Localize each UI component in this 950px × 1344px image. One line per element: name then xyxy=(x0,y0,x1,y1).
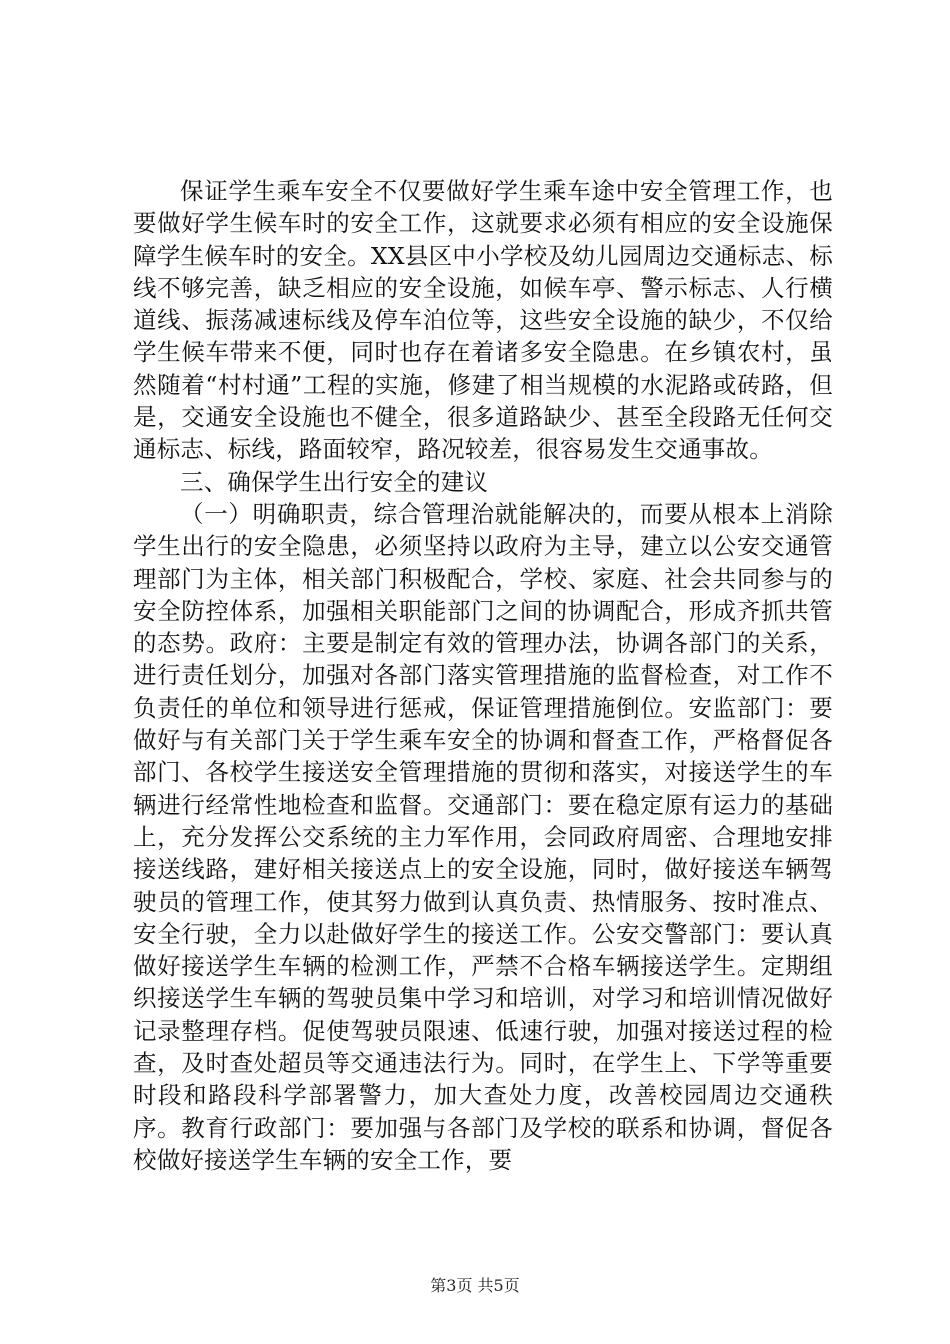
body-paragraph: （一）明确职责，综合管理治就能解决的，而要从根本上消除学生出行的安全隐患，必须坚持以政府为主导，建立以公安交通管理部门为主体，相关部门积极配合，学校、家庭、社会共同参与的安全防控体系，加强相关职能部门之间的协调配合，形成齐抓共管的态势。政府：主要是制定有效的管理办法，协调各部门的关系，进行责任划分，加强对各部门落实管理措施的监督检查，对工作不负责任的单位和领导进行惩戒，保证管理措施倒位。安监部门：要做好与有关部门关于学生乘车安全的协调和督查工作，严格督促各部门、各校学生接送安全管理措施的贯彻和落实，对接送学生的车辆进行经常性地检查和监督。交通部门：要在稳定原有运力的基础上，充分发挥公交系统的主力军作用，会同政府周密、合理地安排接送线路，建好相关接送点上的安全设施，同时，做好接送车辆驾驶员的管理工作，使其努力做到认真负责、热情服务、按时准点、安全行驶，全力以赴做好学生的接送工作。公安交警部门：要认真做好接送学生车辆的检测工作，严禁不合格车辆接送学生。定期组织接送学生车辆的驾驶员集中学习和培训，对学习和培训情况做好记录整理存档。促使驾驶员限速、低速行驶，加强对接送过程的检查，及时查处超员等交通违法行为。同时，在学生上、下学等重要时段和路段科学部署警力，加大查处力度，改善校园周边交通秩序。教育行政部门：要加强与各部门及学校的联系和协调，督促各校做好接送学生车辆的安全工作，要 xyxy=(133,499,833,1174)
document-body xyxy=(133,175,833,1176)
page-footer: 第3页 共5页 xyxy=(430,1276,520,1295)
section-heading: 三、确保学生出行安全的建议 xyxy=(180,467,489,496)
body-paragraph: 保证学生乘车安全不仅要做好学生乘车途中安全管理工作，也要做好学生候车时的安全工作，这就要求必须有相应的安全设施保障学生候车时的安全。XX县区中小学校及幼儿园周边交通标志、标线不够完善，缺乏相应的安全设施，如候车亭、警示标志、人行横道线、振荡减速标线及停车泊位等，这些安全设施的缺少，不仅给学生候车带来不便，同时也存在着诸多安全隐患。在乡镇农村，虽然随着“村村通”工程的实施，修建了相当规模的水泥路或砖路，但是，交通安全设施也不健全，很多道路缺少、甚至全段路无任何交通标志、标线，路面较窄，路况较差，很容易发生交通事故。 xyxy=(133,177,833,464)
